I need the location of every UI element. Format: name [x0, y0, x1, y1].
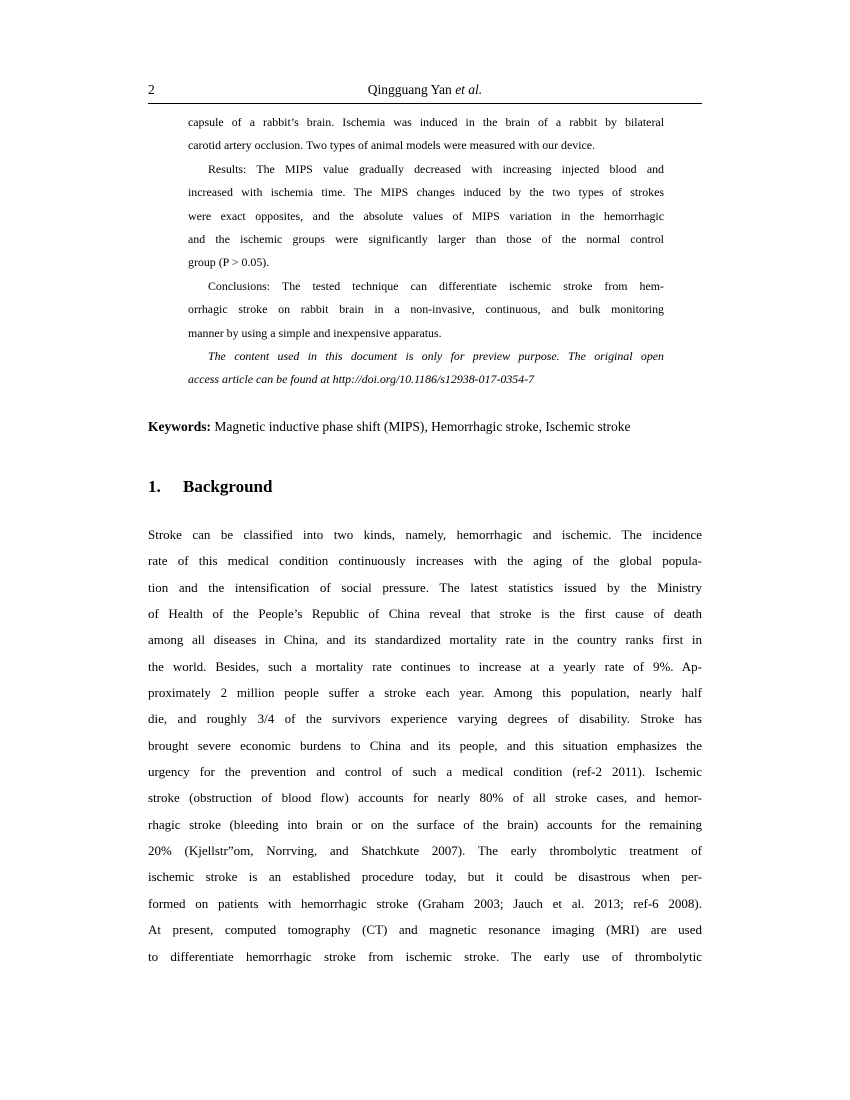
section-number: 1.: [148, 477, 161, 496]
text-line: among all diseases in China, and its standardized mortality rate in the country ranks first in: [148, 632, 702, 648]
abstract-block: [188, 111, 664, 392]
running-title-etal: et al.: [455, 82, 483, 97]
text-line: group (P > 0.05).: [188, 255, 270, 270]
text-line: the world. Besides, such a mortality rate continues to increase at a yearly rate of 9%. Ap-: [148, 658, 702, 674]
text-line: were exact opposites, and the absolute values of MIPS variation in the hemorrhagic: [188, 208, 664, 223]
text-line: stroke (obstruction of blood flow) accounts for nearly 80% of all stroke cases, and hemor-: [148, 790, 702, 806]
paragraph: [188, 158, 664, 275]
text-line: Results: The MIPS value gradually decreased with increasing injected blood and: [208, 161, 664, 176]
running-title: [368, 82, 482, 97]
text-line: of Health of the People’s Republic of China reveal that stroke is the first cause of death: [148, 606, 702, 622]
text-line: brought severe economic burdens to China and its people, and this situation emphasizes the: [148, 737, 702, 753]
text-line: capsule of a rabbit’s brain. Ischemia was induced in the brain of a rabbit by bilateral: [188, 115, 664, 129]
text-line: manner by using a simple and inexpensive apparatus.: [188, 325, 442, 340]
section-title: Background: [183, 477, 273, 496]
keywords-line: [148, 418, 702, 436]
keywords-text: Magnetic inductive phase shift (MIPS), Hemorrhagic stroke, Ischemic stroke: [211, 419, 631, 434]
text-line: carotid artery occlusion. Two types of animal models were measured with our device.: [188, 138, 596, 153]
text-line: proximately 2 million people suffer a stroke each year. Among this population, nearly half: [148, 685, 702, 701]
text-line: rate of this medical condition continuously increases with the aging of the global popula-: [148, 553, 702, 569]
text-line: formed on patients with hemorrhagic stroke (Graham 2003; Jauch et al. 2013; ref-6 2008).: [148, 895, 702, 911]
text-line: Stroke can be classified into two kinds, namely, hemorrhagic and ischemic. The incidence: [148, 527, 702, 542]
paragraph: [188, 345, 664, 392]
text-line: Conclusions: The tested technique can differentiate ischemic stroke from hem-: [208, 278, 664, 293]
text-line: die, and roughly 3/4 of the survivors experience varying degrees of disability. Stroke has: [148, 711, 702, 727]
paragraph: [188, 275, 664, 345]
body-paragraph: [148, 522, 702, 970]
text-line: and the ischemic groups were significantly larger than those of the normal control: [188, 232, 664, 247]
paragraph: [188, 111, 664, 158]
running-title-authors: Qingguang Yan: [367, 82, 456, 97]
text-line: ischemic stroke is an established procedure today, but it could be disastrous when per-: [148, 869, 702, 885]
text-line: At present, computed tomography (CT) and magnetic resonance imaging (MRI) are used: [148, 922, 702, 938]
page-number: 2: [148, 82, 155, 97]
section-heading: [148, 476, 272, 498]
paragraph: [148, 522, 702, 970]
text-line: The content used in this document is only for preview purpose. The original open: [208, 349, 664, 364]
text-line: rhagic stroke (bleeding into brain or on the surface of the brain) accounts for the remaining: [148, 816, 702, 832]
text-line: increased with ischemia time. The MIPS changes induced by the two types of strokes: [188, 185, 664, 200]
text-line: urgency for the prevention and control of such a medical condition (ref-2 2011). Ischemic: [148, 764, 702, 780]
keywords-label: Keywords:: [148, 419, 211, 434]
text-line: 20% (Kjellstr”om, Norrving, and Shatchkute 2007). The early thrombolytic treatment of: [148, 843, 702, 859]
text-line: to differentiate hemorrhagic stroke from ischemic stroke. The early use of thrombolytic: [148, 948, 702, 964]
running-header: [148, 82, 702, 104]
text-line: tion and the intensification of social pressure. The latest statistics issued by the Ministry: [148, 579, 702, 595]
text-line: orrhagic stroke on rabbit brain in a non-invasive, continuous, and bulk monitoring: [188, 302, 664, 317]
text-line: access article can be found at http://doi.org/10.1186/s12938-017-0354-7: [188, 372, 535, 387]
